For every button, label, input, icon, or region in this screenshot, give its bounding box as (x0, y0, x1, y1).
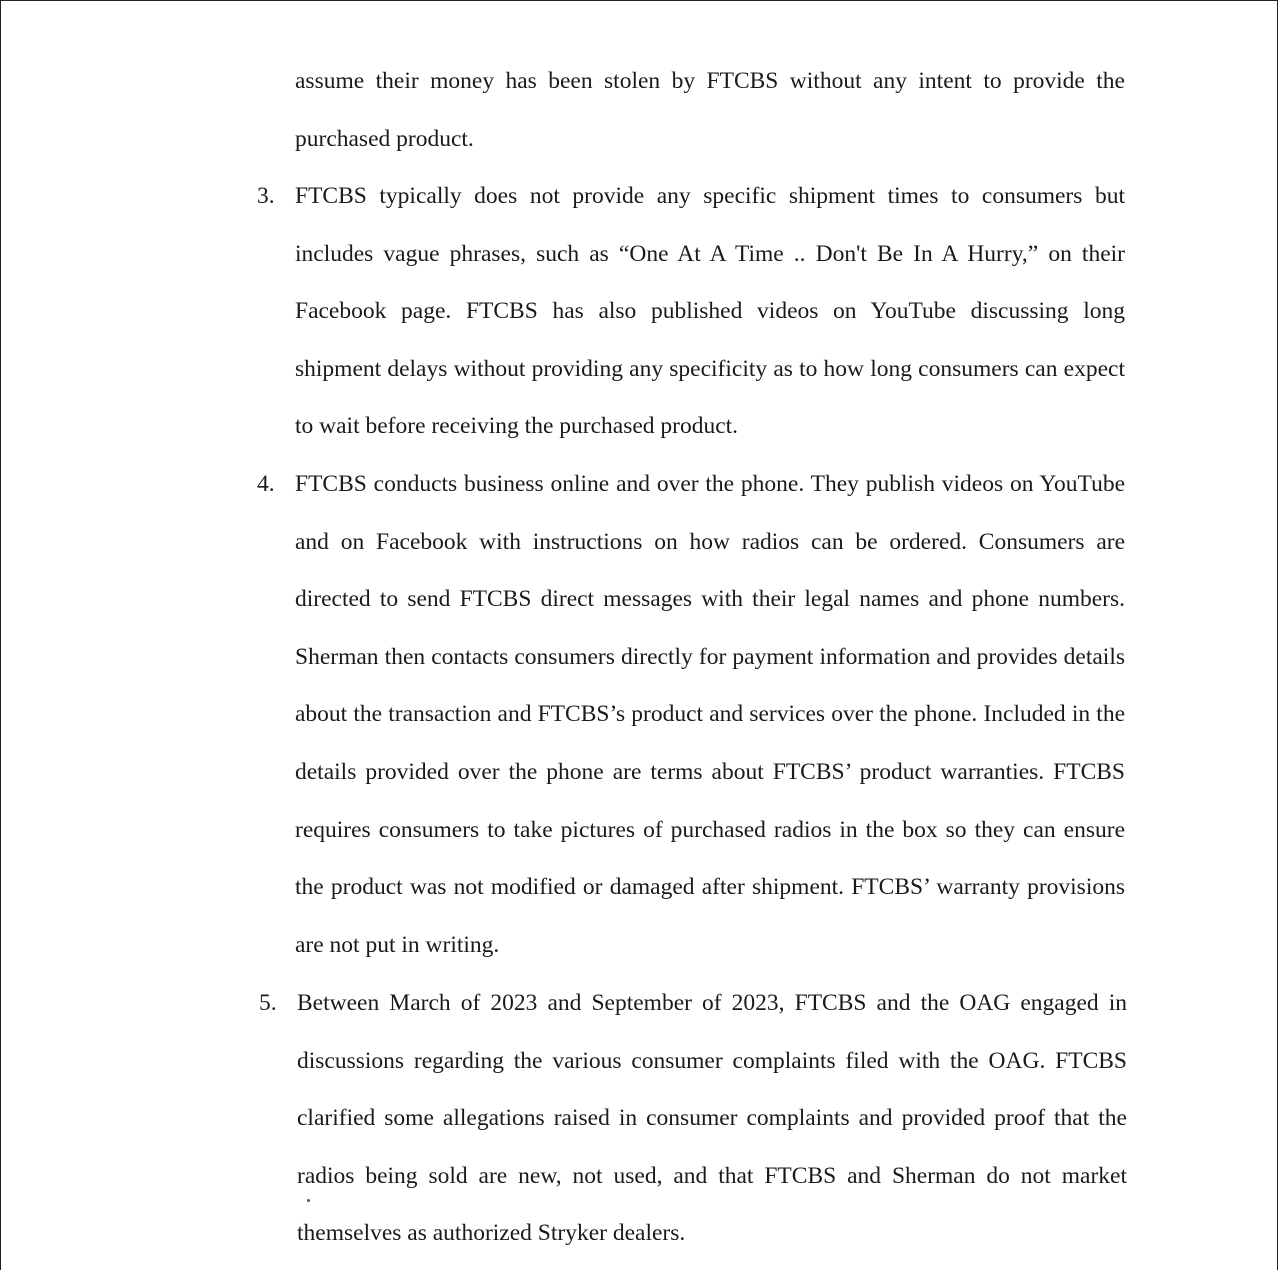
item-number-3: 3. (257, 183, 275, 209)
numbered-paragraph-3: FTCBS typically does not provide any specific shipment times to consumers but includes vague phrases, such as “One At A Time .. Don't Be In A Hurry,” on their Facebook page. FTCBS has also published videos on YouTube discussing long shipment delays without providing any specificity as to how long consumers can expect to wait before receiving the purchased product. (295, 183, 1125, 440)
item-number-4: 4. (257, 471, 275, 497)
numbered-paragraph-4: FTCBS conducts business online and over the phone. They publish videos on YouTube and on Facebook with instructions on how radios can be ordered. Consumers are directed to send FTCBS direct messages with their legal names and phone numbers. Sherman then contacts consumers directly for payment information and provides details about the transaction and FTCBS’s product and services over the phone. Included in the details provided over the phone are terms about FTCBS’ product warranties. FTCBS requires consumers to take pictures of purchased radios in the box so they can ensure the product was not modified or damaged after shipment. FTCBS’ warranty provisions are not put in writing. (295, 471, 1125, 958)
item-number-5: 5. (259, 990, 277, 1016)
continuation-paragraph: assume their money has been stolen by FTCBS without any intent to provide the purchased product. (295, 68, 1125, 152)
numbered-paragraph-5: Between March of 2023 and September of 2023, FTCBS and the OAG engaged in discussions regarding the various consumer complaints filed with the OAG. FTCBS clarified some allegations raised in consumer complaints and provided proof that the radios being sold are new, not used, and that FTCBS and Sherman do not market themselves as authorized Stryker dealers. (297, 990, 1127, 1247)
scan-speck (307, 1199, 310, 1202)
